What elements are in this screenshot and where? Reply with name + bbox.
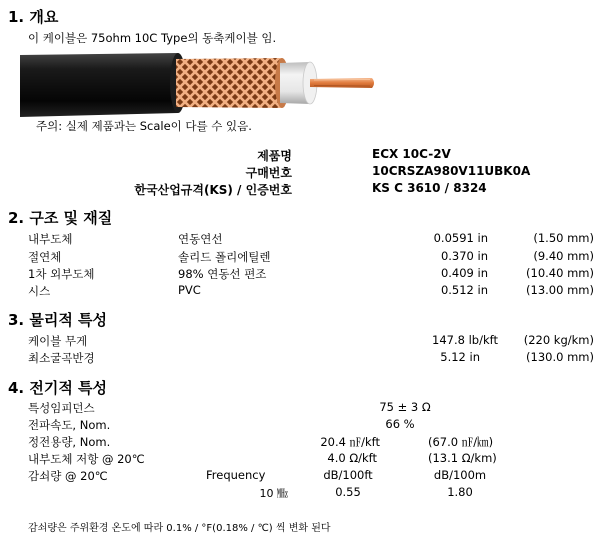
overview-description: 이 케이블은 75ohm 10C Type의 동축케이블 임. — [28, 31, 277, 45]
impedance-value: 75 ± 3 Ω — [379, 400, 431, 414]
physical-label: 케이블 무게 — [28, 334, 88, 348]
ks-standard-label: 한국산업규격(KS) / 인증번호 — [134, 183, 292, 197]
structure-size-mm: (9.40 mm) — [533, 249, 594, 263]
structure-material: PVC — [178, 283, 201, 297]
physical-imperial-value: 147.8 lb/kft — [432, 333, 498, 347]
braid-layer — [176, 58, 287, 108]
structure-part: 절연체 — [28, 250, 62, 264]
product-label: 제품명 — [257, 149, 292, 163]
structure-material: 솔리드 폴리에틸렌 — [178, 250, 271, 264]
jacket-layer — [20, 53, 184, 117]
resistance-imperial: 4.0 Ω/kft — [327, 451, 377, 465]
attenuation-frequency: 10 ㎒ — [259, 487, 288, 500]
impedance-label: 특성임피던스 — [28, 401, 95, 415]
physical-metric-value: (130.0 mm) — [526, 350, 594, 364]
product-value: ECX 10C-2V — [372, 147, 451, 161]
attenuation-dbm-header: dB/100m — [433, 468, 487, 482]
structure-material: 연동연선 — [178, 232, 223, 246]
structure-size-mm: (10.40 mm) — [526, 266, 594, 280]
structure-size-inch: 0.409 in — [440, 266, 488, 280]
ks-standard-value: KS C 3610 / 8324 — [372, 181, 487, 195]
capacitance-imperial: 20.4 ㎋/kft — [320, 435, 380, 449]
structure-part: 내부도체 — [28, 232, 73, 246]
structure-size-mm: (13.00 mm) — [526, 283, 594, 297]
purchase-number-label: 구매번호 — [245, 166, 292, 180]
structure-size-mm: (1.50 mm) — [533, 231, 594, 245]
coax-cable-illustration — [20, 47, 440, 119]
section-electrical-heading: 4. 전기적 특성 — [8, 379, 108, 397]
structure-size-inch: 0.512 in — [440, 283, 488, 297]
velocity-label: 전파속도, Nom. — [28, 418, 111, 432]
structure-part: 시스 — [28, 284, 51, 298]
attenuation-dbft-value: 0.55 — [335, 485, 361, 499]
structure-part: 1차 외부도체 — [28, 267, 95, 281]
attenuation-dbm-value: 1.80 — [447, 485, 473, 499]
attenuation-frequency-header: Frequency — [206, 468, 266, 482]
attenuation-footnote: 감쇠량은 주위환경 온도에 따라 0.1% / °F(0.18% / ℃) 씩 변화 된다 — [28, 523, 331, 534]
physical-label: 최소굴곡반경 — [28, 351, 95, 365]
resistance-label: 내부도체 저항 @ 20℃ — [28, 452, 145, 466]
structure-size-inch: 0.370 in — [440, 249, 488, 263]
capacitance-label: 정전용량, Nom. — [28, 435, 111, 449]
resistance-metric: (13.1 Ω/km) — [428, 451, 497, 465]
overview-note: 주의: 실제 제품과는 Scale이 다를 수 있음. — [36, 119, 252, 133]
purchase-number-value: 10CRSZA980V11UBK0A — [372, 164, 531, 178]
section-structure-heading: 2. 구조 및 재질 — [8, 209, 113, 227]
capacitance-metric: (67.0 ㎋/㎞) — [428, 435, 494, 449]
physical-imperial-value: 5.12 in — [440, 350, 480, 364]
physical-metric-value: (220 kg/km) — [523, 333, 594, 347]
structure-size-inch: 0.0591 in — [433, 231, 488, 245]
attenuation-label: 감쇠량 @ 20℃ — [28, 469, 108, 483]
attenuation-dbft-header: dB/100ft — [323, 468, 373, 482]
structure-material: 98% 연동선 편조 — [178, 267, 267, 281]
section-overview-heading: 1. 개요 — [8, 8, 59, 26]
velocity-value: 66 % — [385, 417, 415, 431]
section-physical-heading: 3. 물리적 특성 — [8, 311, 108, 329]
